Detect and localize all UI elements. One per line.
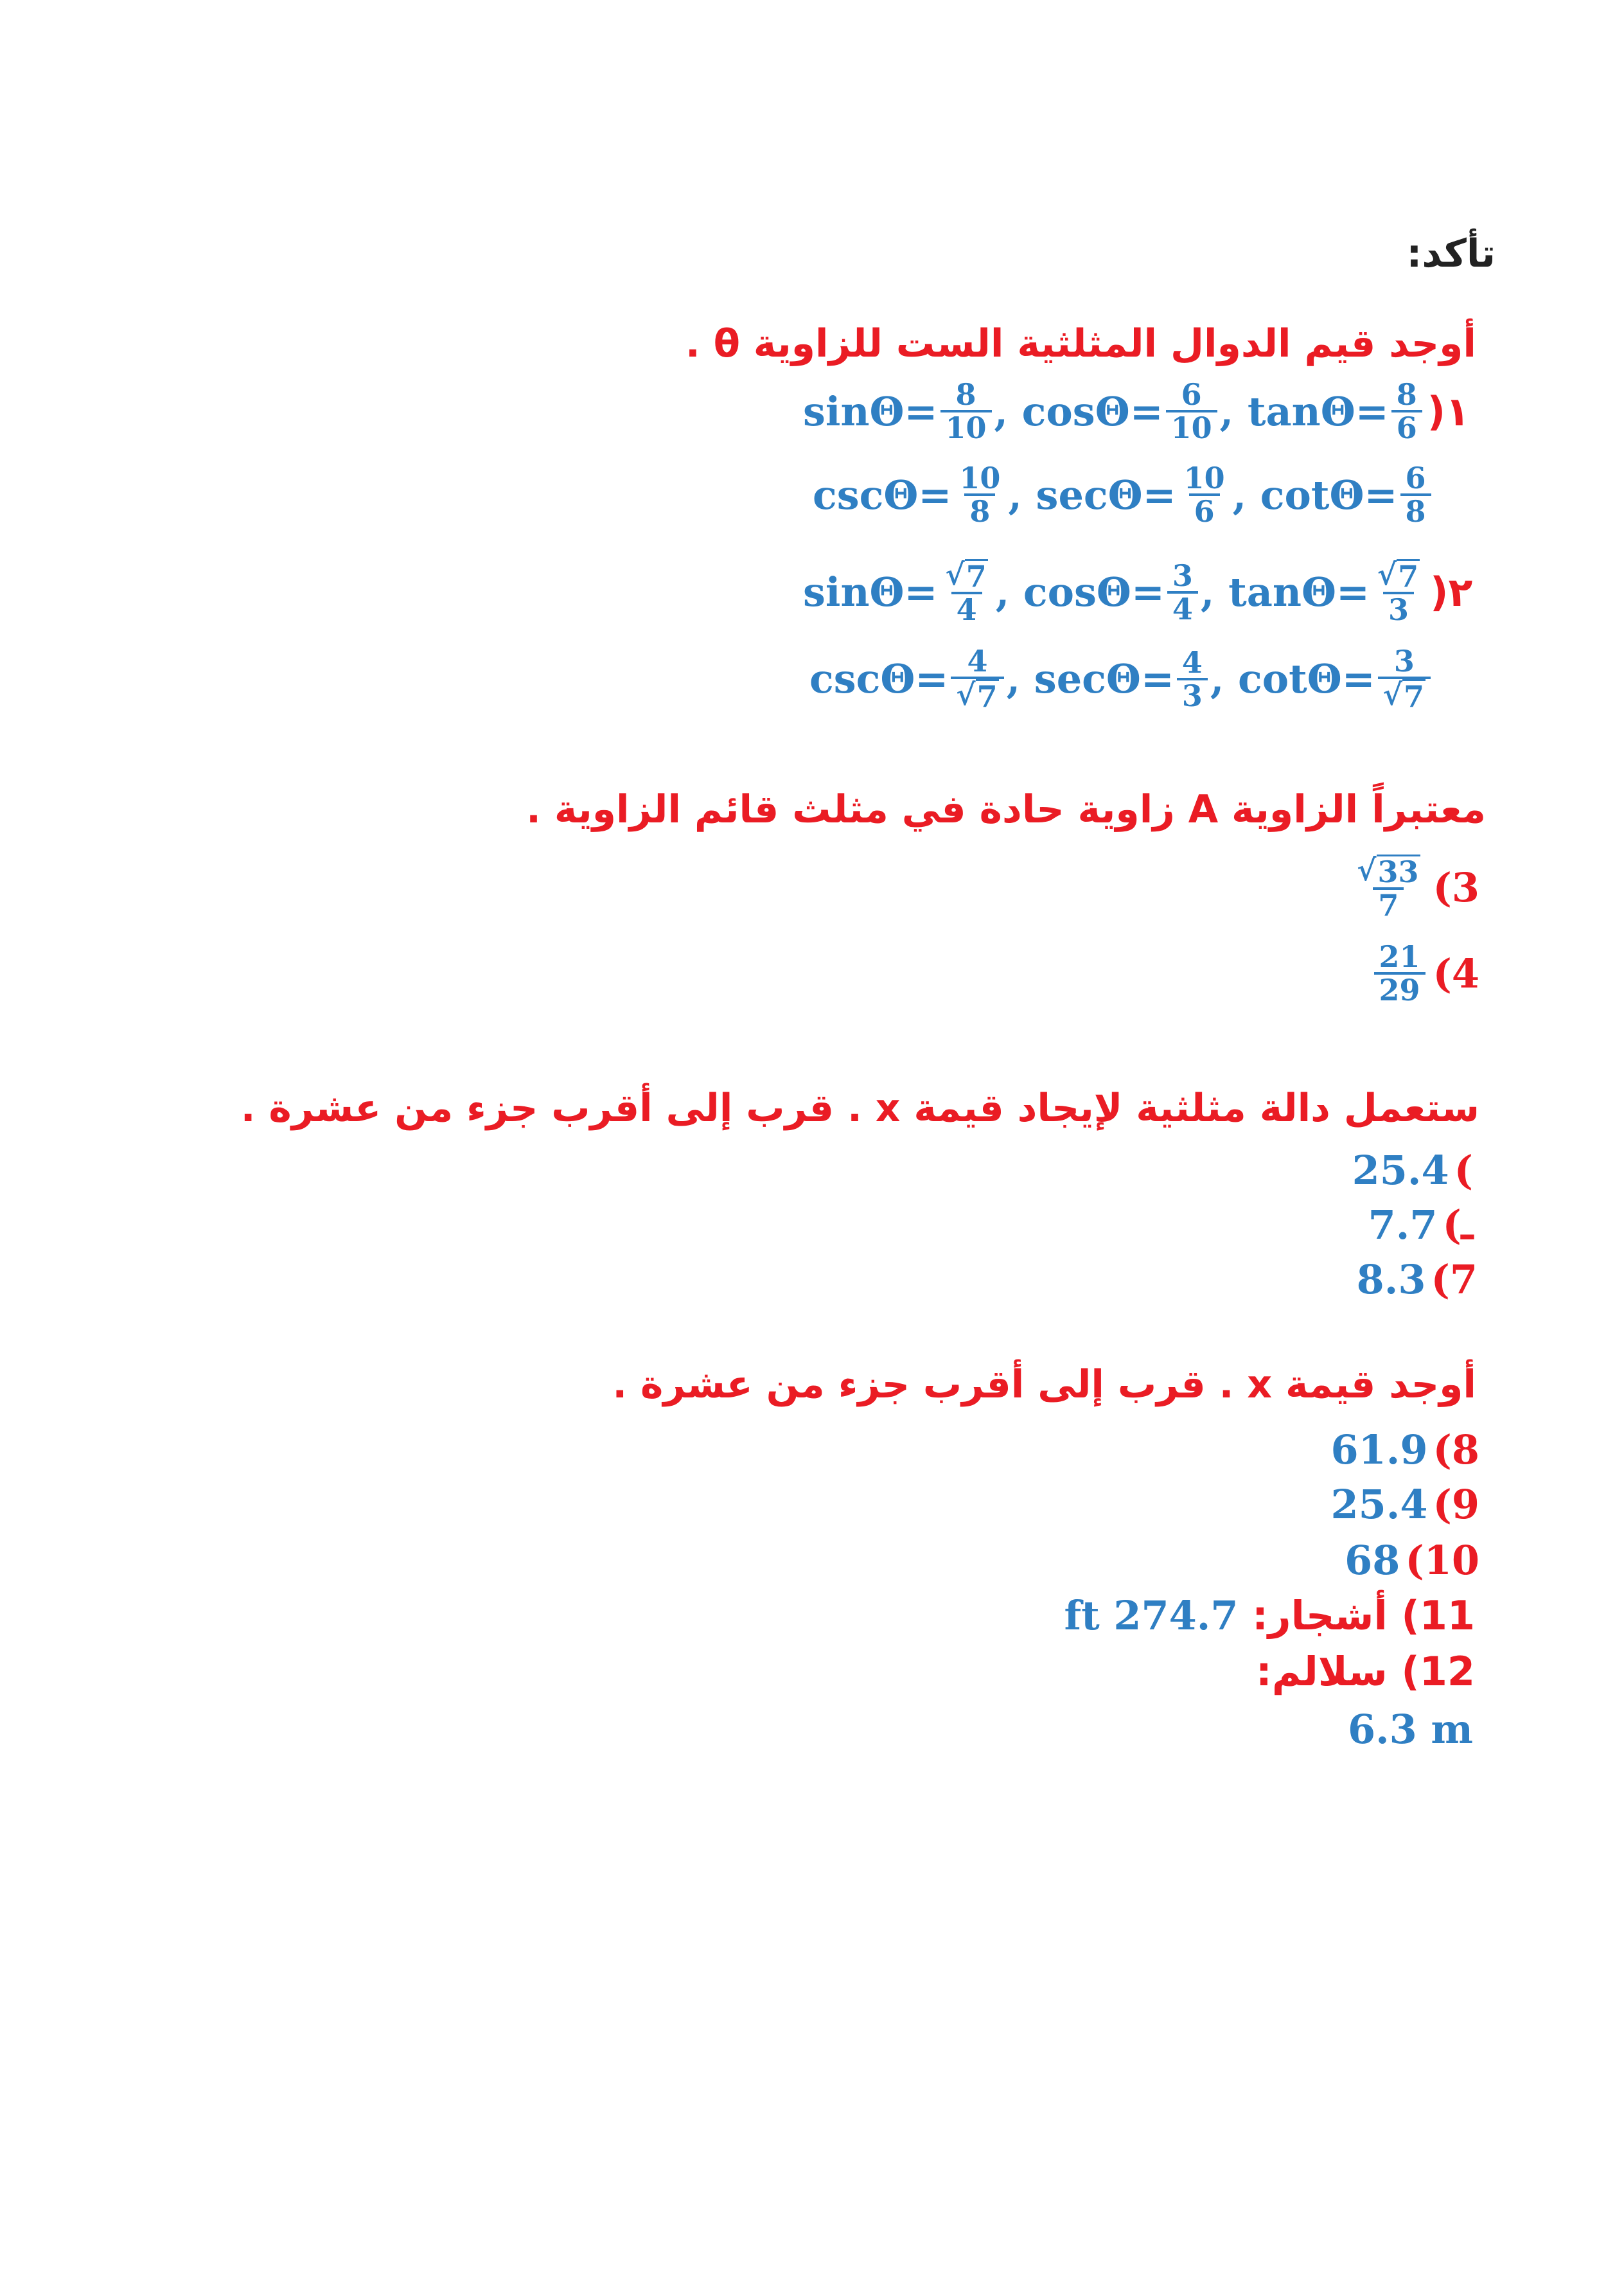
ex12-value: 6.3 m xyxy=(1347,1706,1473,1753)
cot-fraction: $\frac{6}{8}$ xyxy=(1400,463,1431,527)
tan-label: , tanΘ= xyxy=(1200,569,1370,616)
tan-fraction: √ 7 3 xyxy=(1377,557,1419,628)
sqrt-icon: √ xyxy=(1377,557,1397,592)
ex3-answer xyxy=(1349,855,1479,921)
q2-prompt: معتبراً الزاوية A زاوية حادة في مثلث قائم الزاوية . xyxy=(526,787,1486,832)
ex9-label: (9 xyxy=(1433,1481,1479,1528)
ex11-answer xyxy=(1064,1592,1475,1639)
ex5-answer: 25.4 ( xyxy=(1352,1147,1473,1194)
cos-fraction: $\frac{3}{4}$ xyxy=(1167,560,1198,625)
ex1-row1 xyxy=(803,379,1470,444)
cot-label: , cotΘ= xyxy=(1210,655,1375,703)
sin-label: sinΘ= xyxy=(803,569,938,616)
ex3-label: (3 xyxy=(1433,864,1479,912)
sin-label: sinΘ= xyxy=(803,387,938,435)
ex12-answer xyxy=(1256,1648,1475,1695)
sin-fraction: $\frac{8}{10}$ xyxy=(940,379,992,444)
sqrt-icon: √ xyxy=(945,557,965,592)
ex10-answer: 68 (10 xyxy=(1345,1537,1479,1584)
ex8-answer: 61.9 (8 xyxy=(1330,1426,1479,1473)
ex6-answer: 7.7 (ـ xyxy=(1368,1201,1473,1248)
ex11-word: أشجار: xyxy=(1252,1592,1388,1639)
cos-fraction: $\frac{6}{10}$ xyxy=(1166,379,1217,444)
sec-fraction: $\frac{4}{3}$ xyxy=(1177,647,1208,712)
tan-fraction: $\frac{8}{6}$ xyxy=(1391,379,1422,444)
q3-prompt: ستعمل دالة مثلثية لإيجاد قيمة x . قرب إلى أقرب جزء من عشرة . xyxy=(240,1086,1479,1131)
ex4-fraction: $\frac{21}{29}$ xyxy=(1374,941,1425,1006)
ex1-label: )١ xyxy=(1427,387,1470,435)
sin-fraction: √ 7 4 xyxy=(945,557,987,628)
ex2-row1 xyxy=(803,559,1472,626)
ex4-answer xyxy=(1372,941,1480,1006)
ex1-row2 xyxy=(813,463,1434,527)
ex7-answer: 8.3 (7 xyxy=(1356,1256,1478,1303)
ex9-answer: 25.4 (9 xyxy=(1330,1481,1479,1528)
q1-prompt: أوجد قيم الدوال المثلثية الست للزاوية θ . xyxy=(685,321,1476,366)
ex7-label: (7 xyxy=(1431,1256,1478,1303)
ex3-fraction: √ 33 7 xyxy=(1357,853,1419,923)
csc-label: cscΘ= xyxy=(809,655,949,703)
sec-fraction: $\frac{10}{6}$ xyxy=(1183,461,1225,529)
sec-label: , secΘ= xyxy=(1008,471,1176,518)
ex6-label: (ـ xyxy=(1442,1201,1473,1248)
sec-label: , secΘ= xyxy=(1006,655,1174,703)
ex12-word: سلالم: xyxy=(1256,1648,1388,1695)
cot-label: , cotΘ= xyxy=(1232,471,1398,518)
ex10-label: (10 xyxy=(1405,1537,1479,1584)
cos-label: , cosΘ= xyxy=(995,569,1165,616)
csc-fraction: 4 √ 7 xyxy=(951,646,1003,713)
ex2-label: )٢ xyxy=(1430,569,1473,616)
csc-label: cscΘ= xyxy=(813,471,952,518)
sqrt-icon: √ xyxy=(1357,853,1377,887)
ex11-label: 11) xyxy=(1401,1592,1475,1639)
tan-label: , tanΘ= xyxy=(1219,387,1389,435)
ex4-label: (4 xyxy=(1433,950,1479,997)
cot-fraction: 3 √ 7 xyxy=(1378,646,1431,713)
sqrt-icon: √ xyxy=(956,677,976,713)
sqrt-icon: √ xyxy=(1382,677,1402,713)
ex2-row2 xyxy=(809,646,1433,713)
ex8-label: (8 xyxy=(1433,1426,1479,1473)
heading: تأكد: xyxy=(1406,231,1496,276)
q4-prompt: أوجد قيمة x . قرب إلى أقرب جزء من عشرة . xyxy=(612,1362,1476,1407)
ex12-label: 12) xyxy=(1401,1648,1475,1695)
ex5-label: ( xyxy=(1454,1147,1473,1194)
ex11-value: 274.7 ft xyxy=(1064,1592,1239,1639)
csc-fraction: $\frac{10}{8}$ xyxy=(959,461,1001,529)
cos-label: , cosΘ= xyxy=(994,387,1163,435)
